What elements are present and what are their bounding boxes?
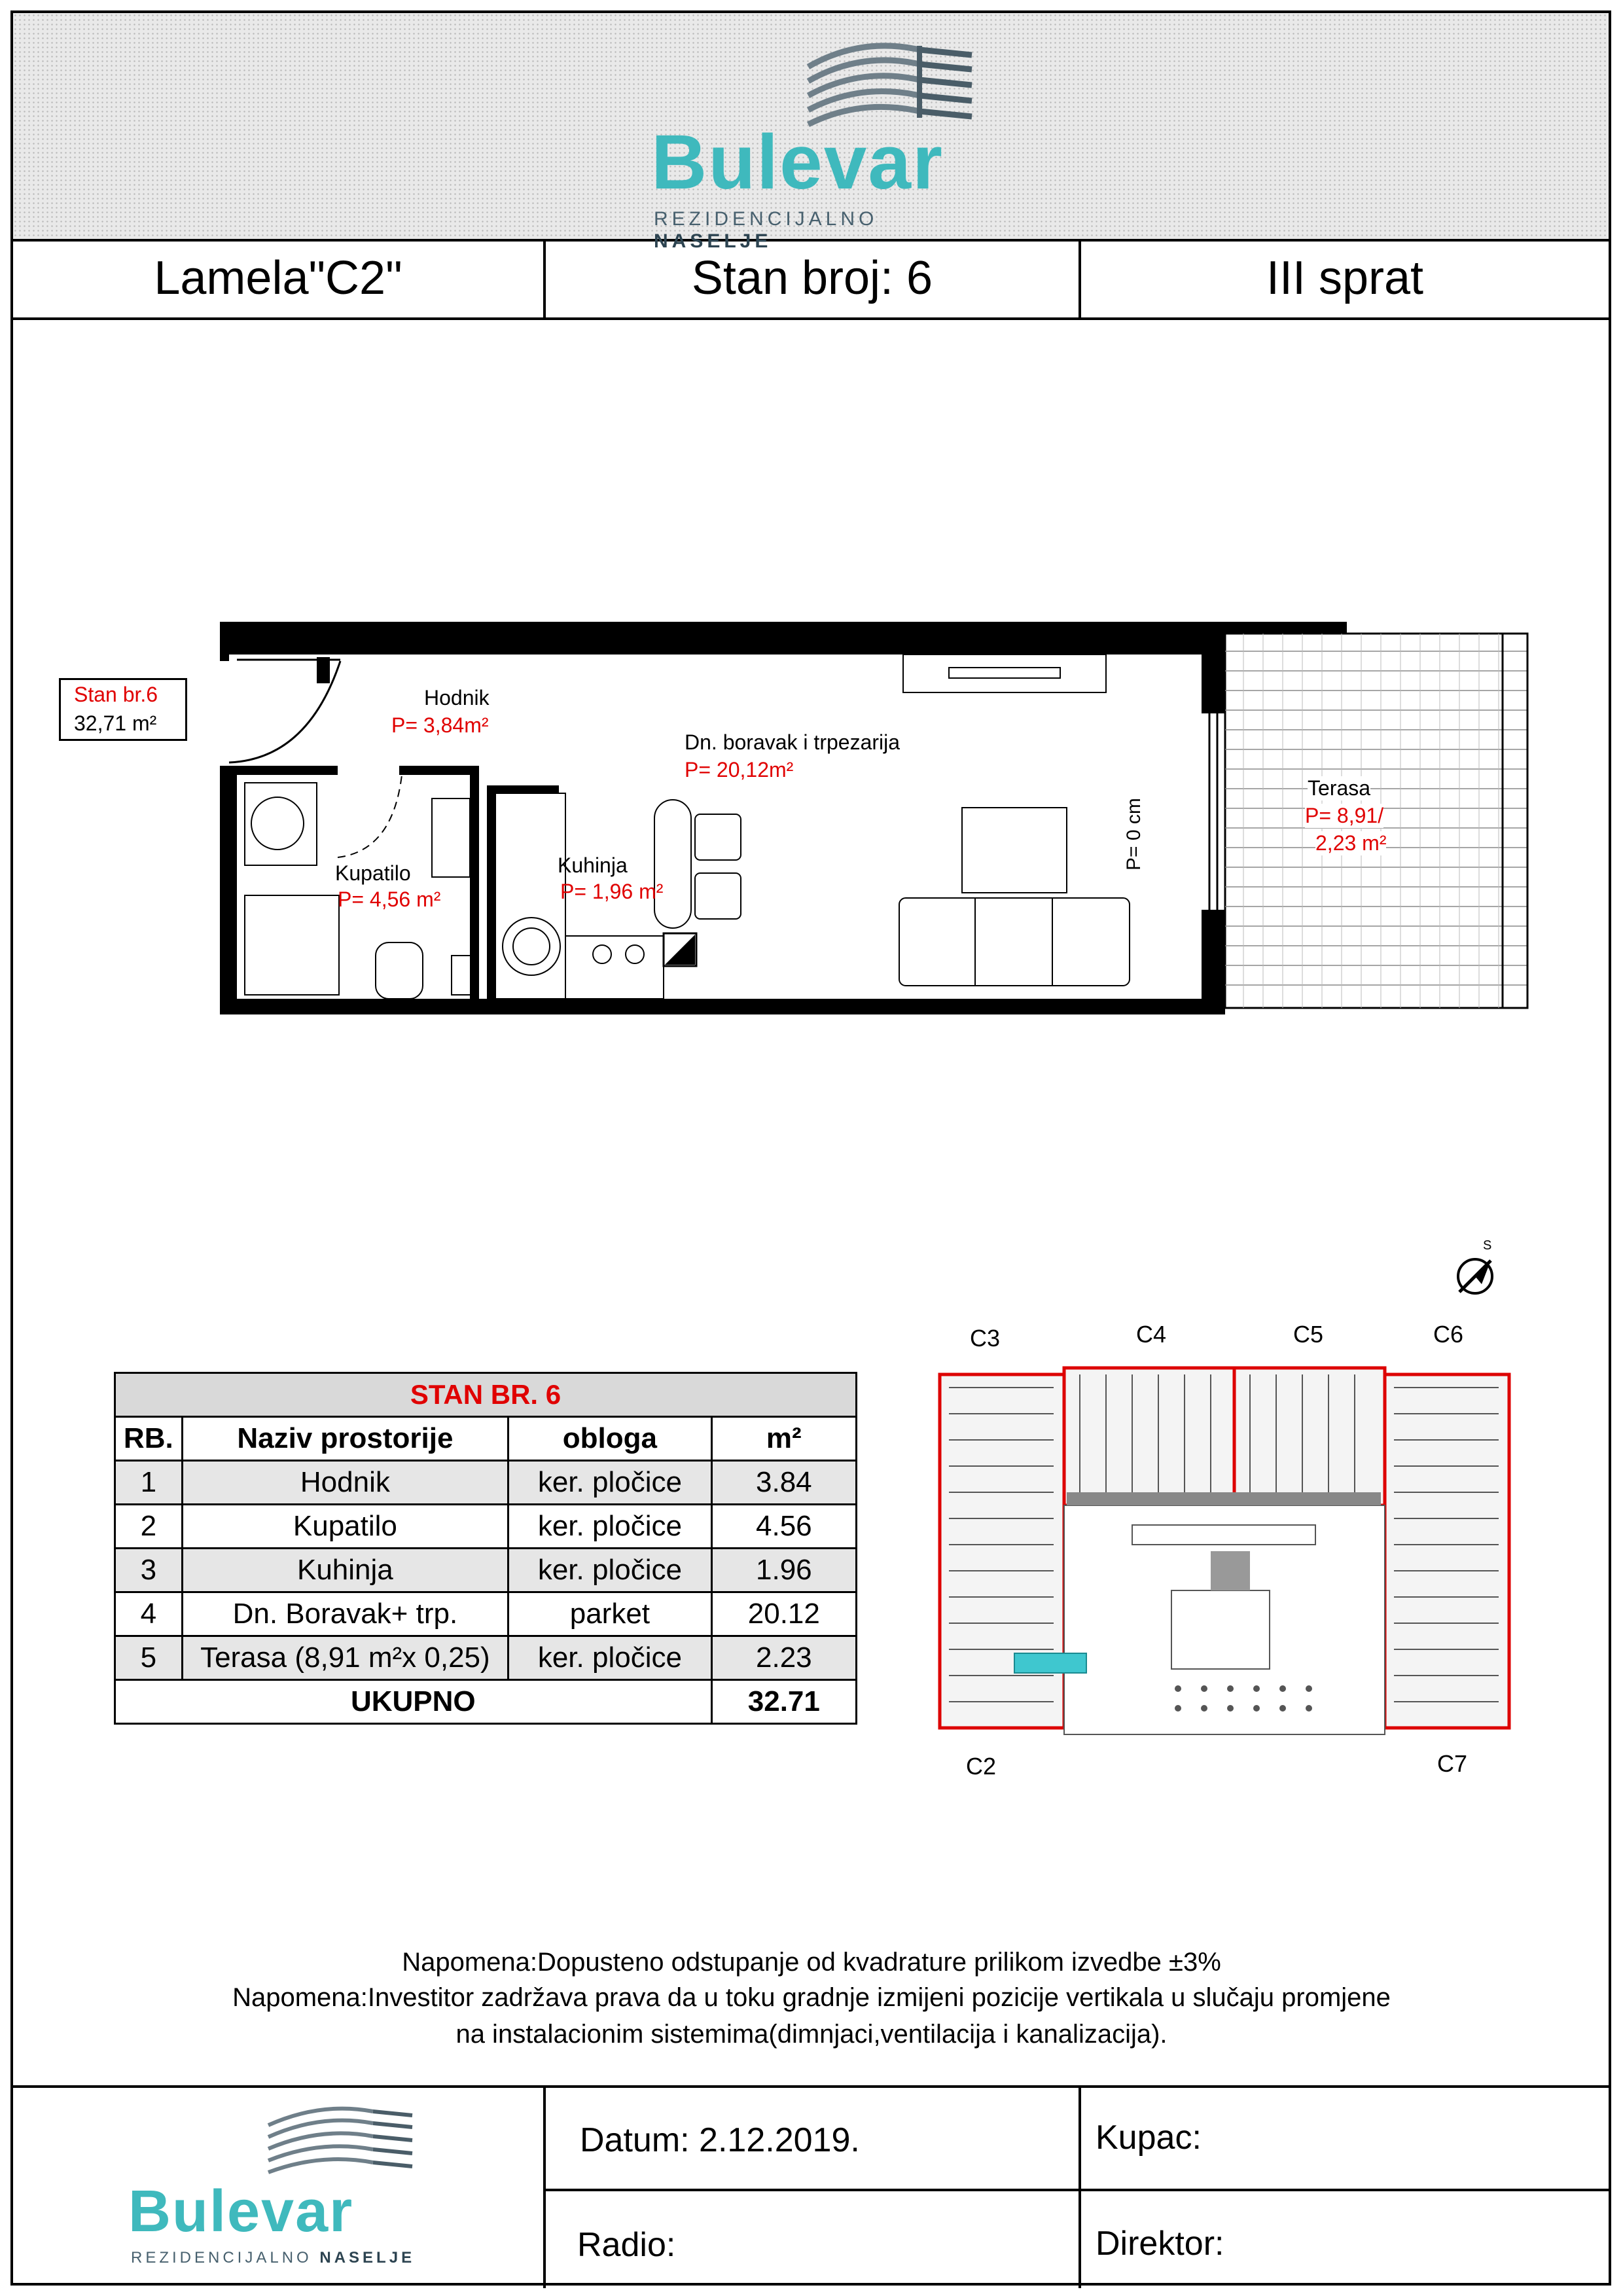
footer-brand-subtitle: REZIDENCIJALNO NASELJE (131, 2249, 416, 2267)
cell: 3.84 (711, 1461, 856, 1505)
cell: 3 (115, 1549, 183, 1592)
wing-label-c7: C7 (1437, 1750, 1468, 1777)
col-naziv: Naziv prostorije (182, 1417, 508, 1461)
footer-building-logo-icon (249, 2097, 458, 2182)
wing-label-c6: C6 (1433, 1321, 1464, 1348)
room-area-terasa-reduced: 2,23 m² (1315, 831, 1387, 855)
wing-label-c4: C4 (1136, 1321, 1167, 1348)
cell: 4 (115, 1592, 183, 1636)
col-obloga: obloga (508, 1417, 712, 1461)
cell: Kupatilo (182, 1505, 508, 1549)
room-name-kuhinja: Kuhinja (558, 853, 628, 877)
footer-brand-name: Bulevar (128, 2179, 354, 2244)
apartment-number: Stan broj: 6 (691, 252, 933, 304)
cell: ker. pločice (508, 1505, 712, 1549)
room-area-dnevni-boravak: P= 20,12m² (685, 758, 794, 781)
room-name-hodnik: Hodnik (424, 686, 490, 709)
wing-label-c3: C3 (970, 1325, 1001, 1352)
cell: 2.23 (711, 1636, 856, 1680)
cell: 2 (115, 1505, 183, 1549)
radio-field: Radio: (577, 2226, 676, 2264)
total-value: 32.71 (711, 1680, 856, 1724)
cell: ker. pločice (508, 1549, 712, 1592)
lamela-label: Lamela"C2" (154, 252, 402, 304)
cell: ker. pločice (508, 1461, 712, 1505)
threshold-label: P= 0 cm (1123, 798, 1145, 870)
datum-field: Datum: 2.12.2019. (580, 2121, 860, 2159)
compass-letter: S (1483, 1238, 1492, 1253)
compass-icon (1458, 1259, 1492, 1293)
direktor-field: Direktor: (1096, 2225, 1224, 2263)
cell: Kuhinja (182, 1549, 508, 1592)
wing-label-c5: C5 (1293, 1321, 1324, 1348)
note-3: na instalacionim sistemima(dimnjaci,ventilacija i kanalizacija). (455, 2020, 1168, 2049)
note-1: Napomena:Dopusteno odstupanje od kvadrature prilikom izvedbe ±3% (402, 1948, 1221, 1977)
cell: 20.12 (711, 1592, 856, 1636)
wing-label-c2: C2 (966, 1753, 997, 1780)
note-2: Napomena:Investitor zadržava prava da u toku gradnje izmijeni pozicije vertikala u slučaju promjene (232, 1983, 1391, 2012)
cell: 4.56 (711, 1505, 856, 1549)
cell: Terasa (8,91 m²x 0,25) (182, 1636, 508, 1680)
kupac-field: Kupac: (1096, 2119, 1202, 2157)
cell: 1.96 (711, 1549, 856, 1592)
total-label: UKUPNO (115, 1680, 712, 1724)
brand-name: Bulevar (651, 119, 944, 206)
brand-subtitle: REZIDENCIJALNO NASELJE (654, 208, 878, 252)
room-area-terasa: P= 8,91/ (1305, 804, 1384, 827)
room-name-dnevni-boravak: Dn. boravak i trpezarija (685, 730, 901, 754)
table-title: STAN BR. 6 (115, 1373, 857, 1417)
floor-label: III sprat (1266, 252, 1424, 304)
col-rb: RB. (115, 1417, 183, 1461)
apartment-tag-area: 32,71 m² (74, 711, 157, 735)
apartment-tag-label: Stan br.6 (74, 683, 158, 706)
cell: Dn. Boravak+ trp. (182, 1592, 508, 1636)
footer (13, 2085, 1609, 2288)
room-area-kuhinja: P= 1,96 m² (560, 880, 664, 903)
cell: 5 (115, 1636, 183, 1680)
room-area-kupatilo: P= 4,56 m² (338, 888, 441, 911)
cell: parket (508, 1592, 712, 1636)
room-area-hodnik: P= 3,84m² (391, 713, 489, 737)
cell: Hodnik (182, 1461, 508, 1505)
cell: 1 (115, 1461, 183, 1505)
cell: ker. pločice (508, 1636, 712, 1680)
col-m2: m² (711, 1417, 856, 1461)
room-name-terasa: Terasa (1308, 776, 1371, 800)
room-name-kupatilo: Kupatilo (335, 861, 411, 885)
